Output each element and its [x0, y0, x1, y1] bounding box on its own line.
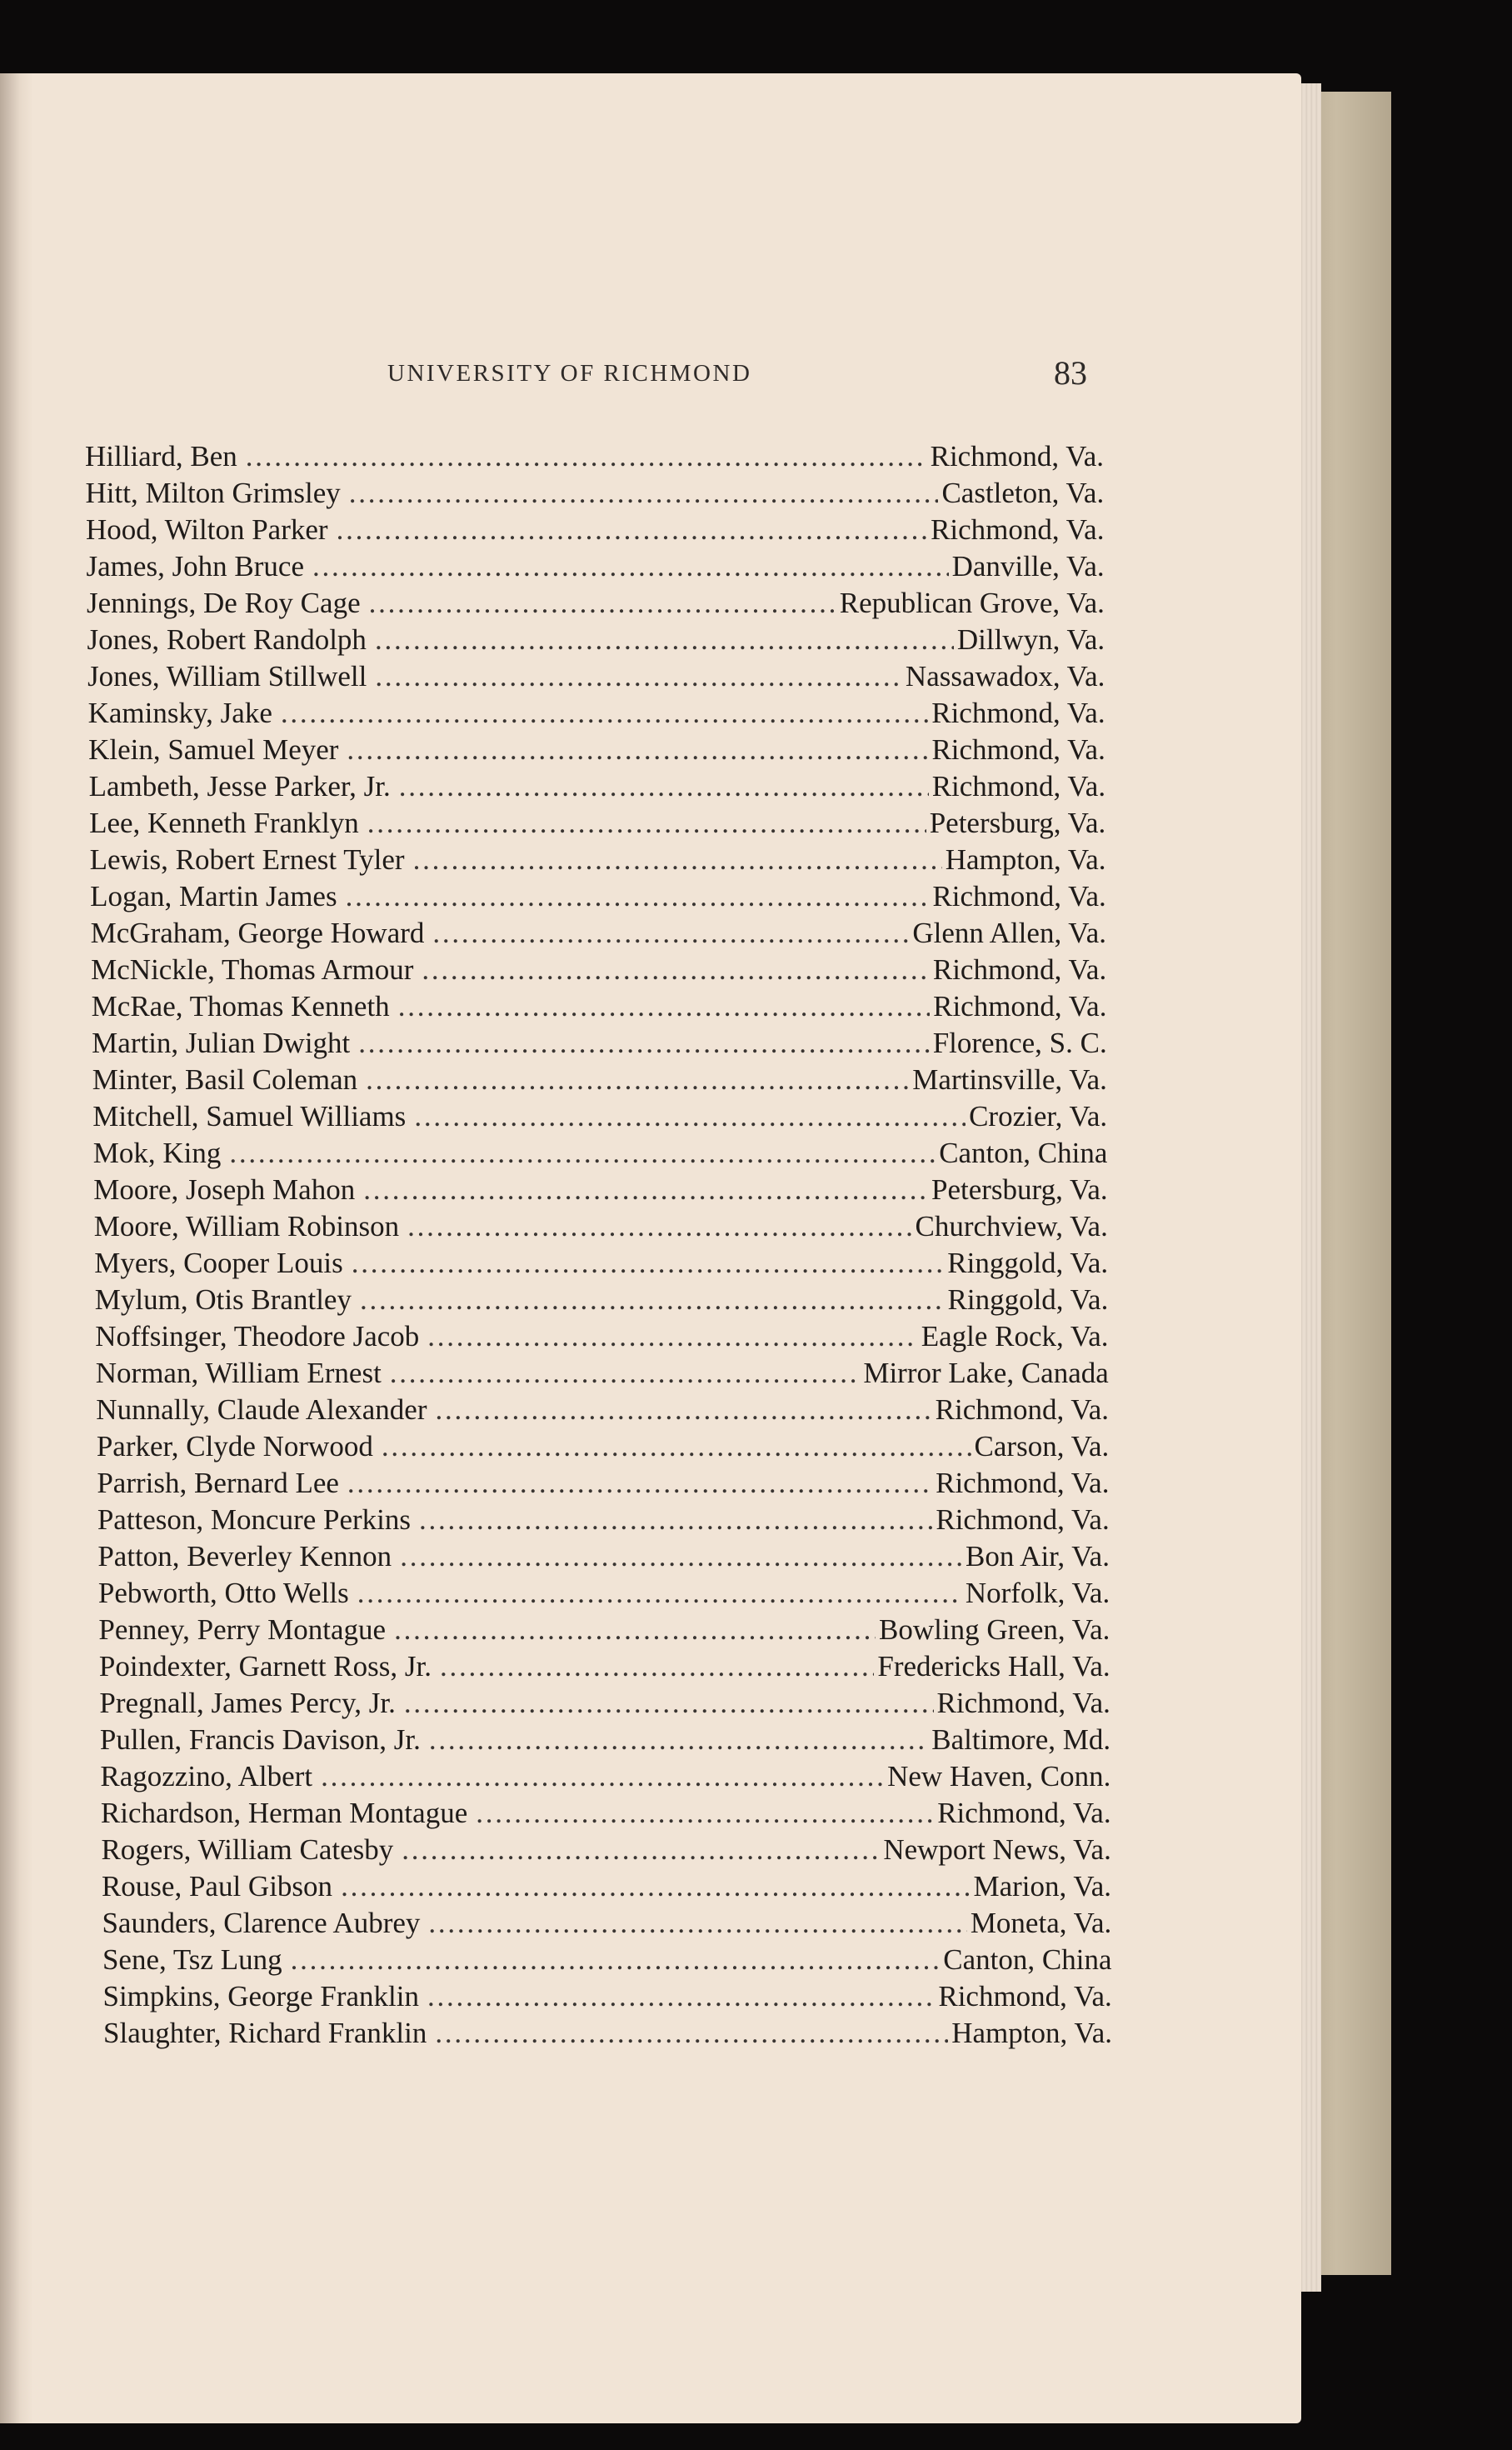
dot-leader — [440, 1650, 874, 1683]
entry-name: Pregnall, James Percy, Jr. — [99, 1687, 396, 1719]
dot-leader — [321, 1760, 884, 1793]
entry-name: Mitchell, Samuel Williams — [92, 1100, 407, 1132]
entry-hometown: Bon Air, Va. — [966, 1540, 1110, 1572]
dot-leader — [427, 1980, 935, 2013]
entry-hometown: Baltimore, Md. — [931, 1723, 1111, 1756]
dot-leader — [347, 1467, 932, 1500]
dot-leader — [429, 1723, 928, 1757]
entry-hometown: Marion, Va. — [973, 1870, 1112, 1902]
entry-hometown: Norfolk, Va. — [965, 1577, 1110, 1609]
entry-name: Hilliard, Ben — [85, 440, 237, 472]
entry-hometown: Eagle Rock, Va. — [921, 1320, 1109, 1352]
entry-hometown: Fredericks Hall, Va. — [877, 1650, 1110, 1682]
entry-hometown: Ringgold, Va. — [947, 1247, 1109, 1279]
dot-leader — [414, 1100, 966, 1133]
directory-entry — [95, 1283, 1109, 1317]
entry-hometown: Richmond, Va. — [930, 440, 1104, 472]
dot-leader — [312, 550, 949, 583]
directory-entry — [91, 917, 1106, 950]
entry-name: James, John Bruce — [86, 550, 305, 582]
running-title: UNIVERSITY OF RICHMOND — [387, 360, 752, 387]
entry-hometown: Castleton, Va. — [941, 477, 1105, 509]
entry-hometown: Ringgold, Va. — [947, 1283, 1109, 1316]
dot-leader — [341, 1870, 970, 1903]
directory-entry — [102, 1980, 1111, 2013]
dot-leader — [357, 1577, 962, 1610]
entry-hometown: Richmond, Va. — [931, 733, 1105, 766]
entry-name: Jones, William Stillwell — [87, 660, 367, 692]
directory-entry — [87, 587, 1105, 620]
entry-name: McRae, Thomas Kenneth — [91, 990, 390, 1022]
directory-entry — [92, 990, 1107, 1023]
directory-entry — [92, 1100, 1107, 1133]
directory-entry — [103, 2017, 1112, 2050]
entry-hometown: Danville, Va. — [951, 550, 1105, 582]
dot-leader — [367, 807, 926, 840]
entry-name: Klein, Samuel Meyer — [88, 733, 339, 766]
dot-leader — [229, 1137, 936, 1170]
directory-entry — [94, 1247, 1108, 1280]
entry-name: Moore, Joseph Mahon — [93, 1173, 356, 1206]
entry-name: Slaughter, Richard Franklin — [103, 2017, 427, 2049]
directory-entry — [88, 733, 1105, 767]
entry-hometown: Churchview, Va. — [915, 1210, 1108, 1242]
entry-name: Hood, Wilton Parker — [86, 513, 328, 546]
page-gutter — [0, 73, 33, 2423]
dot-leader — [428, 1907, 966, 1940]
entry-name: Patton, Beverley Kennon — [97, 1540, 392, 1572]
directory-entry — [101, 1833, 1110, 1867]
entry-hometown: Republican Grove, Va. — [839, 587, 1105, 619]
entry-hometown: Richmond, Va. — [938, 1980, 1112, 2012]
directory-entry — [101, 1797, 1111, 1830]
directory-entry — [92, 1027, 1107, 1060]
dot-leader — [246, 440, 927, 473]
dot-leader — [407, 1210, 911, 1243]
entry-name: Rouse, Paul Gibson — [101, 1870, 333, 1902]
entry-name: Ragozzino, Albert — [100, 1760, 313, 1792]
directory-entry — [85, 440, 1104, 473]
entry-name: Mylum, Otis Brantley — [94, 1283, 352, 1316]
directory-entry — [97, 1467, 1109, 1500]
entry-hometown: Newport News, Va. — [883, 1833, 1111, 1866]
directory-entry — [99, 1650, 1110, 1683]
entry-name: Parker, Clyde Norwood — [96, 1430, 373, 1462]
entry-name: Norman, William Ernest — [95, 1357, 382, 1389]
dot-leader — [398, 990, 930, 1023]
directory-entry — [90, 880, 1106, 913]
dot-leader — [413, 843, 942, 877]
entry-name: Kaminsky, Jake — [87, 697, 272, 729]
dot-leader — [404, 1687, 934, 1720]
entry-hometown: Dillwyn, Va. — [956, 623, 1105, 656]
dot-leader — [358, 1027, 929, 1060]
dot-leader — [390, 1357, 861, 1390]
dot-leader — [369, 587, 836, 620]
dot-leader — [363, 1173, 928, 1207]
directory-entry — [87, 623, 1105, 657]
dot-leader — [352, 1247, 945, 1280]
entry-hometown: Bowling Green, Va. — [879, 1613, 1110, 1646]
entry-hometown: Moneta, Va. — [970, 1907, 1112, 1939]
entry-hometown: Carson, Va. — [974, 1430, 1110, 1462]
directory-entry — [96, 1357, 1109, 1390]
directory-entry — [97, 1540, 1110, 1573]
entry-name: Poindexter, Garnett Ross, Jr. — [98, 1650, 432, 1682]
directory-entry — [93, 1137, 1108, 1170]
directory-entry — [95, 1320, 1108, 1353]
entry-hometown: Crozier, Va. — [969, 1100, 1108, 1132]
dot-leader — [400, 1540, 962, 1573]
dot-leader — [432, 917, 909, 950]
entry-name: Moore, William Robinson — [93, 1210, 400, 1242]
entry-hometown: Mirror Lake, Canada — [863, 1357, 1109, 1389]
dot-leader — [291, 1943, 941, 1977]
entry-name: Saunders, Clarence Aubrey — [102, 1907, 421, 1939]
directory-entry — [92, 1063, 1107, 1097]
entry-name: Simpkins, George Franklin — [102, 1980, 419, 2012]
directory-entry — [91, 953, 1106, 987]
entry-hometown: New Haven, Conn. — [887, 1760, 1111, 1792]
entry-name: Penney, Perry Montague — [98, 1613, 387, 1646]
entry-name: Pullen, Francis Davison, Jr. — [99, 1723, 421, 1756]
entry-hometown: Richmond, Va. — [931, 513, 1105, 546]
entry-name: Minter, Basil Coleman — [92, 1063, 358, 1096]
entry-name: Jones, Robert Randolph — [87, 623, 367, 656]
dot-leader — [399, 770, 929, 803]
entry-hometown: Richmond, Va. — [936, 1503, 1110, 1536]
entry-hometown: Richmond, Va. — [931, 697, 1105, 729]
dot-leader — [360, 1283, 945, 1317]
directory-entry — [93, 1173, 1107, 1207]
entry-hometown: Richmond, Va. — [932, 953, 1107, 986]
dot-leader — [427, 1320, 917, 1353]
entry-name: McNickle, Thomas Armour — [91, 953, 414, 986]
directory-entry — [90, 843, 1106, 877]
entry-name: Martin, Julian Dwight — [92, 1027, 351, 1059]
entry-name: Lee, Kenneth Franklyn — [89, 807, 359, 839]
entry-hometown: Richmond, Va. — [936, 1687, 1110, 1719]
directory-entry — [100, 1723, 1110, 1757]
directory-entry — [100, 1760, 1110, 1793]
entry-hometown: Richmond, Va. — [937, 1797, 1111, 1829]
dot-leader — [435, 2017, 948, 2050]
directory-entry — [87, 550, 1105, 583]
entry-hometown: Richmond, Va. — [932, 880, 1106, 912]
page-number: 83 — [1054, 354, 1087, 392]
entry-hometown: Hampton, Va. — [945, 843, 1106, 876]
entry-name: Noffsinger, Theodore Jacob — [95, 1320, 420, 1352]
dot-leader — [366, 1063, 909, 1097]
entry-hometown: Glenn Allen, Va. — [912, 917, 1106, 949]
directory-entry — [102, 1870, 1111, 1903]
dot-leader — [402, 1833, 880, 1867]
entry-hometown: Hampton, Va. — [951, 2017, 1112, 2049]
dot-leader — [419, 1503, 932, 1537]
entry-name: Richardson, Herman Montague — [100, 1797, 468, 1829]
entry-hometown: Martinsville, Va. — [912, 1063, 1107, 1096]
dot-leader — [337, 513, 928, 547]
entry-name: Rogers, William Catesby — [101, 1833, 394, 1866]
entry-name: Parrish, Bernard Lee — [97, 1467, 339, 1499]
directory-entry — [86, 513, 1104, 547]
directory-entry — [97, 1503, 1110, 1537]
entry-hometown: Richmond, Va. — [931, 770, 1106, 802]
directory-entry — [102, 1907, 1111, 1940]
dot-leader — [476, 1797, 934, 1830]
entry-name: Myers, Cooper Louis — [94, 1247, 343, 1279]
entry-name: Sene, Tsz Lung — [102, 1943, 282, 1976]
entry-name: Lambeth, Jesse Parker, Jr. — [88, 770, 391, 802]
entry-name: McGraham, George Howard — [90, 917, 425, 949]
directory-entry — [96, 1393, 1109, 1427]
dot-leader — [375, 623, 954, 657]
entry-name: Hitt, Milton Grimsley — [85, 477, 341, 509]
dot-leader — [281, 697, 928, 730]
page-header — [0, 354, 1301, 408]
directory-entry — [102, 1943, 1112, 1977]
directory-entry — [98, 1577, 1110, 1610]
directory-entry — [89, 807, 1105, 840]
directory-entry — [99, 1687, 1110, 1720]
entry-name: Lewis, Robert Ernest Tyler — [89, 843, 405, 876]
dot-leader — [346, 880, 930, 913]
dot-leader — [394, 1613, 876, 1647]
entry-hometown: Canton, China — [943, 1943, 1112, 1976]
dot-leader — [347, 733, 928, 767]
entry-hometown: Petersburg, Va. — [929, 807, 1106, 839]
directory-entry — [97, 1430, 1109, 1463]
dot-leader — [349, 477, 939, 510]
entry-hometown: Richmond, Va. — [933, 990, 1107, 1022]
directory-entry — [87, 660, 1105, 693]
entry-hometown: Richmond, Va. — [936, 1467, 1110, 1499]
entry-name: Nunnally, Claude Alexander — [96, 1393, 427, 1426]
directory-entry — [98, 1613, 1110, 1647]
dot-leader — [422, 953, 929, 987]
entry-name: Patteson, Moncure Perkins — [97, 1503, 412, 1536]
directory-entry — [89, 770, 1105, 803]
directory-entry — [86, 477, 1105, 510]
entry-hometown: Nassawadox, Va. — [905, 660, 1105, 692]
entry-name: Jennings, De Roy Cage — [87, 587, 361, 619]
entry-hometown: Canton, China — [939, 1137, 1108, 1169]
entry-hometown: Florence, S. C. — [932, 1027, 1107, 1059]
entry-hometown: Petersburg, Va. — [931, 1173, 1108, 1206]
dot-leader — [382, 1430, 971, 1463]
directory-entry — [94, 1210, 1108, 1243]
directory-entry — [88, 697, 1105, 730]
entry-name: Mok, King — [92, 1137, 222, 1169]
entry-name: Pebworth, Otto Wells — [97, 1577, 349, 1609]
entry-hometown: Richmond, Va. — [935, 1393, 1110, 1426]
dot-leader — [375, 660, 902, 693]
entry-name: Logan, Martin James — [90, 880, 337, 912]
dot-leader — [436, 1393, 932, 1427]
